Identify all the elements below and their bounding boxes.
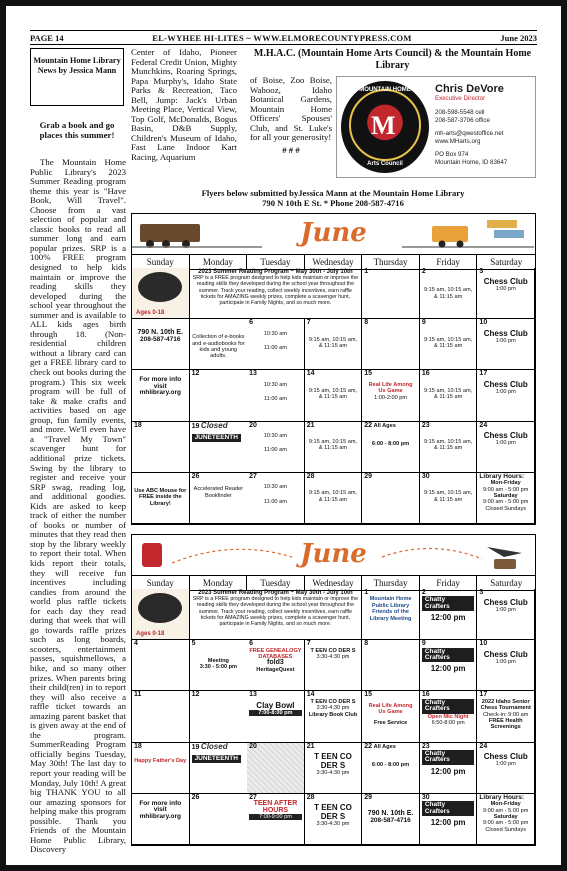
day-wednesday: Wednesday xyxy=(305,255,363,269)
music-movement-times: 9:15 am, 10:15 am, & 11:15 am xyxy=(424,287,473,300)
calendar-grid xyxy=(132,268,535,524)
masthead: EL-WYHEE HI-LITES ~ WWW.ELMORECOUNTYPRESS.COM xyxy=(152,32,412,43)
cal2-day-12: 12 xyxy=(190,691,248,742)
cal1-day-18: 18 xyxy=(132,422,190,473)
cal1-day-8: 8 xyxy=(362,319,420,370)
cal2-day-13: 13 Clay Bowl 7:00-8:00 pm xyxy=(247,691,305,742)
card-website[interactable]: www.MHarts.org xyxy=(435,138,481,145)
cal2-day-11: 11 xyxy=(132,691,190,742)
cal2-day-30: 30 Chatty Crafters 12:00 pm xyxy=(420,794,478,845)
cal1-day-1: 1 xyxy=(362,268,420,319)
chess-club-time: 1:00 pm xyxy=(495,286,516,293)
logo-letter: M xyxy=(371,111,396,140)
day-monday: Monday xyxy=(190,255,248,269)
cal1-day-26: 26 Accelerated Reader Bookfinder xyxy=(190,473,248,524)
page-header xyxy=(30,30,537,45)
cal2-day-21: 21 T EEN CO DER S 3:30-4:30 pm xyxy=(305,743,363,794)
cal2-day-27: 27 TEEN AFTER HOURS 7:00-9:00 pm xyxy=(247,794,305,845)
logo-bottom-text: Arts Council xyxy=(367,161,403,167)
cal1-day-30: 30 9:15 am, 10:15 am, & 11:15 am xyxy=(420,473,478,524)
article-subhead: Grab a book and go places this summer! xyxy=(39,120,115,140)
logo-top-text: MOUNTAIN HOME xyxy=(359,87,411,93)
cal2-day-3: 3 Chess Club 1:00 pm xyxy=(477,589,535,640)
cal1-day-2: 2 9:15 am, 10:15 am, & 11:15 am xyxy=(420,268,478,319)
cal1-day-21: 21 9:15 am, 10:15 am, & 11:15 am xyxy=(305,422,363,473)
cal1-day-22: 22 All Ages 6:00 - 8:00 pm xyxy=(362,422,420,473)
june-calendar-adults xyxy=(131,534,536,846)
juneteenth-label: JUNETEENTH xyxy=(192,434,241,442)
cal1-day-12: 12 xyxy=(190,370,248,421)
cal1-day-3: 3 Chess Club 1:00 pm xyxy=(477,268,535,319)
library-address: 790 N. 10th E. xyxy=(137,329,184,337)
day-sunday: Sunday xyxy=(132,255,190,269)
cal2-day-15: 15 Real Life Among Us Game Free Service xyxy=(362,691,420,742)
cal1-day-28: 28 9:15 am, 10:15 am, & 11:15 am xyxy=(305,473,363,524)
arts-council-logo xyxy=(341,81,429,173)
calendar-grid-2 xyxy=(132,589,535,845)
cal2-day-2: 2 Chatty Crafters 12:00 pm xyxy=(420,589,478,640)
cal2-more-info: For more info visit mhlibrary.org xyxy=(132,794,190,845)
flyer-caption-line1: Flyers below submitted byJessica Mann at the Mountain Home Library xyxy=(201,188,465,198)
mhac-heading: M.H.A.C. (Mountain Home Arts Council) & the Mountain Home Library xyxy=(253,48,532,71)
cal1-day-14: 14 9:15 am, 10:15 am, & 11:15 am xyxy=(305,370,363,421)
cal2-day-4: 4 xyxy=(132,640,190,691)
day-friday: Friday xyxy=(420,255,478,269)
cal2-day-10: 10 Chess Club 1:00 pm xyxy=(477,640,535,691)
cal1-day-6: 6 10:30 am 11:00 am xyxy=(247,319,305,370)
article-column-1 xyxy=(30,158,126,858)
cal1-day-7: 7 9:15 am, 10:15 am, & 11:15 am xyxy=(305,319,363,370)
cal2-day-1: 1 Mountain Home Public Library Friends of the Library Meeting xyxy=(362,589,420,640)
cal2-day-19: 19 Closed JUNETEENTH xyxy=(190,743,248,794)
day-thursday: Thursday xyxy=(362,255,420,269)
srp-body: SRP is a FREE program designed to help kids maintain or improve the reading skills they developed during the school year throughout the summer. Track your reading, collect weekly incentives, earn raffle tickets for AMAZING weekly prizes, complete a scavenger hunt, participate in Family Nights, and so much more. xyxy=(192,275,359,307)
cal2-day-7: 7 T EEN CO DER S 3:30-4:30 pm xyxy=(305,640,363,691)
cal1-day-19: 19 Closed JUNETEENTH xyxy=(190,422,248,473)
card-phone-office: 208-587-3706 office xyxy=(435,117,490,124)
cal1-library-hours: Library Hours: Mon-Friday 9:00 am - 5:00 pm Saturday 9:00 am - 5:00 pm Closed Sundays xyxy=(477,473,535,524)
article-body-3: of Boise, Zoo Boise, Wahooz, Idaho Botanical Gardens, Mountain Home Officers' Spouses' Club, and St. Luke's for all your generosity! xyxy=(250,75,332,143)
cal2-day-20: 20 xyxy=(247,743,305,794)
cal2-day-14: 14 T EEN CO DER S 3:30-4:30 pm Library Book Club xyxy=(305,691,363,742)
cal1-day-16: 16 9:15 am, 10:15 am, & 11:15 am xyxy=(420,370,478,421)
card-name: Chris DeVore xyxy=(435,83,504,95)
weekday-row-2: Sunday Monday Tuesday Wednesday Thursday Friday Saturday xyxy=(132,575,535,591)
cal2-library-hours: Library Hours: Mon-Friday 9:00 am - 5:00 pm Saturday 9:00 am - 5:00 pm Closed Sundays xyxy=(477,794,535,845)
cal2-day-22: 22 All Ages 6:00 - 8:00 pm xyxy=(362,743,420,794)
cal1-day-23: 23 9:15 am, 10:15 am, & 11:15 am xyxy=(420,422,478,473)
cal1-more-info: For more info visit mhlibrary.org xyxy=(132,370,190,421)
flyer-caption-line2: 790 N 10th E St. * Phone 208-587-4716 xyxy=(262,198,404,208)
cal1-day-29: 29 xyxy=(362,473,420,524)
card-email[interactable]: mh-arts@qwestoffice.net xyxy=(435,130,504,137)
cal1-day-24: 24 Chess Club 1:00 pm xyxy=(477,422,535,473)
card-text xyxy=(435,83,507,167)
article-body-1: The Mountain Home Public Library's 2023 Summer Reading program theme this year is "Have Book, Will Travel". Choose from a vast selection of popular and classic books to read all summer long and earn popular prizes. SRP is a 100% FREE program designed to help kids maintain or improve the reading skills they developed during the school year throughout the summer and is available to ALL kids ages birth through 18. (Non-residential children without a library card can get a FREE library card to check out books during the program.) This six week program will be full of take & make crafts and activities based on age group, fun family events, and more. We'll even have a "Travel My Town" scavenger hunt for additional prize tickets. Swing by the library to register and receive your SRP swag, reading log, and additional goodies. Kids are asked to keep track of either the number of books or number of minutes that they read then stop by the library weekly to report their total. When kids report their totals, they will receive fun incentives including candies from around the world plus raffle tickets for each day they read during that week that will go towards raffle prizes such as long boards, scooters, entertainment passes, squishmellows, a bike, and so many other prizes. When parents bring their child(ren) in to report they will also receive a raffle ticket towards an amazing parent basket that is given away at the end of the program. SummerReading Program officially begins Tuesday, May 30th! The last day to report your reading will be Monday, July 10th! A great big THANK YOU to all our amazing sponsors for helping make this program possible. Thank you Friends of the Mountain Home Public Library, Discovery xyxy=(30,157,126,855)
page-number: PAGE 14 xyxy=(30,32,64,43)
cal2-day-28: 28 T EEN CO DER S 3:30-4:30 pm xyxy=(305,794,363,845)
business-card xyxy=(336,76,536,178)
srp-badge-cell xyxy=(132,268,190,319)
cal1-day-9: 9 9:15 am, 10:15 am, & 11:15 am xyxy=(420,319,478,370)
cal2-day-24: 24 Chess Club 1:00 pm xyxy=(477,743,535,794)
flyer-caption xyxy=(130,188,536,208)
library-phone: 208-587-4716 xyxy=(140,335,181,343)
srp-info-cell-2: 2023 Summer Reading Program ~ May 30th - July 10th SRP is a FREE program designed to help kids maintain or improve the reading skills they developed during the school year throughout the summer. Track your reading, collect weekly incentives, earn raffle tickets for AMAZING weekly prizes, complete a scavenger hunt, participate in Family Nights, and so much more. xyxy=(190,589,363,640)
cal2-day-9: 9 Chatty Crafters 12:00 pm xyxy=(420,640,478,691)
cal1-abc-mouse: Use ABC Mouse for FREE inside the Library! xyxy=(132,473,190,524)
june-calendar-kids xyxy=(131,213,536,525)
article-body-2: Center of Idaho, Pioneer Federal Credit Union, Mighty Munchkins, Roaring Springs, Papa Murphy's, Idaho State Parks & Recreation, Taco Bell, Jump: Jack's Urban Meeting Place, Vertical View, Top Golf, McDonalds, Bogus Basin, D&B Supply, Children's Museum of Idaho, Fast Lane Indoor Kart Racing, Aquarium xyxy=(131,47,237,163)
cal1-day-15: 15 Real Life Among Us Game 1:00-2:00 pm xyxy=(362,370,420,421)
calendar-title-2: June xyxy=(300,539,367,569)
card-po-box: PO Box 974 xyxy=(435,151,469,158)
day-saturday: Saturday xyxy=(490,257,523,267)
cal1-day-20: 20 10:30 am 11:00 am xyxy=(247,422,305,473)
srp-info-cell xyxy=(190,268,363,319)
chess-club-label: Chess Club xyxy=(483,277,528,287)
day-tuesday: Tuesday xyxy=(247,255,305,269)
calendar-title: June xyxy=(300,218,367,248)
cal2-day-26: 26 xyxy=(190,794,248,845)
srp-heading: 2023 Summer Reading Program ~ May 30th - July 10th xyxy=(198,269,353,275)
cal1-idea-cell xyxy=(190,319,248,370)
srp-ages: Ages 0-18 xyxy=(136,309,165,316)
cal1-day-13: 13 10:30 am 11:00 am xyxy=(247,370,305,421)
cal2-day-29: 29 790 N. 10th E. 208-587-4716 xyxy=(362,794,420,845)
cal1-day-10: 10 Chess Club 1:00 pm xyxy=(477,319,535,370)
calendar-banner-2 xyxy=(132,535,535,571)
article-end-mark: # # # xyxy=(282,145,300,155)
cal2-day-16: 16 Chatty Crafters Open Mic Night 6:50-8:00 pm xyxy=(420,691,478,742)
cal1-day-17: 17 Chess Club 1:00 pm xyxy=(477,370,535,421)
ebook-collection-note: Collection of e-books and e-audiobooks for kids and young adults. xyxy=(192,334,245,360)
card-city: Mountain Home, ID 83647 xyxy=(435,159,508,166)
column-title-box xyxy=(30,48,124,106)
column-title: Mountain Home Library News by Jessica Mann xyxy=(33,56,121,75)
issue-date: June 2023 xyxy=(500,32,537,43)
card-role: Executive Director xyxy=(435,95,486,102)
cal1-day-27: 27 10:30 am 11:00 am xyxy=(247,473,305,524)
srp-badge-cell-2: Ages 0-18 xyxy=(132,589,190,640)
cal2-day-17: 17 2022 Idaho Senior Chess Tournament Check-in: 9:00 am FREE Health Screenings xyxy=(477,691,535,742)
cal1-library-address xyxy=(132,319,190,370)
cal2-day-18: 18 Happy Father's Day xyxy=(132,743,190,794)
library-website[interactable]: mhlibrary.org xyxy=(139,389,181,397)
cal2-day-23: 23 Chatty Crafters 12:00 pm xyxy=(420,743,478,794)
article-column-2 xyxy=(131,48,237,183)
article-column-3 xyxy=(250,75,332,143)
cal2-day-8: 8 xyxy=(362,640,420,691)
card-phone-cell: 208-598-5548 cell xyxy=(435,109,485,116)
cal2-day-5: 5 Meeting 3:30 - 5:00 pm xyxy=(190,640,248,691)
calendar-banner xyxy=(132,214,535,250)
have-book-badge xyxy=(138,272,182,302)
cal2-day-6: 6 FREE GENEALOGY DATABASES fold3 HeritageQuest xyxy=(247,640,305,691)
